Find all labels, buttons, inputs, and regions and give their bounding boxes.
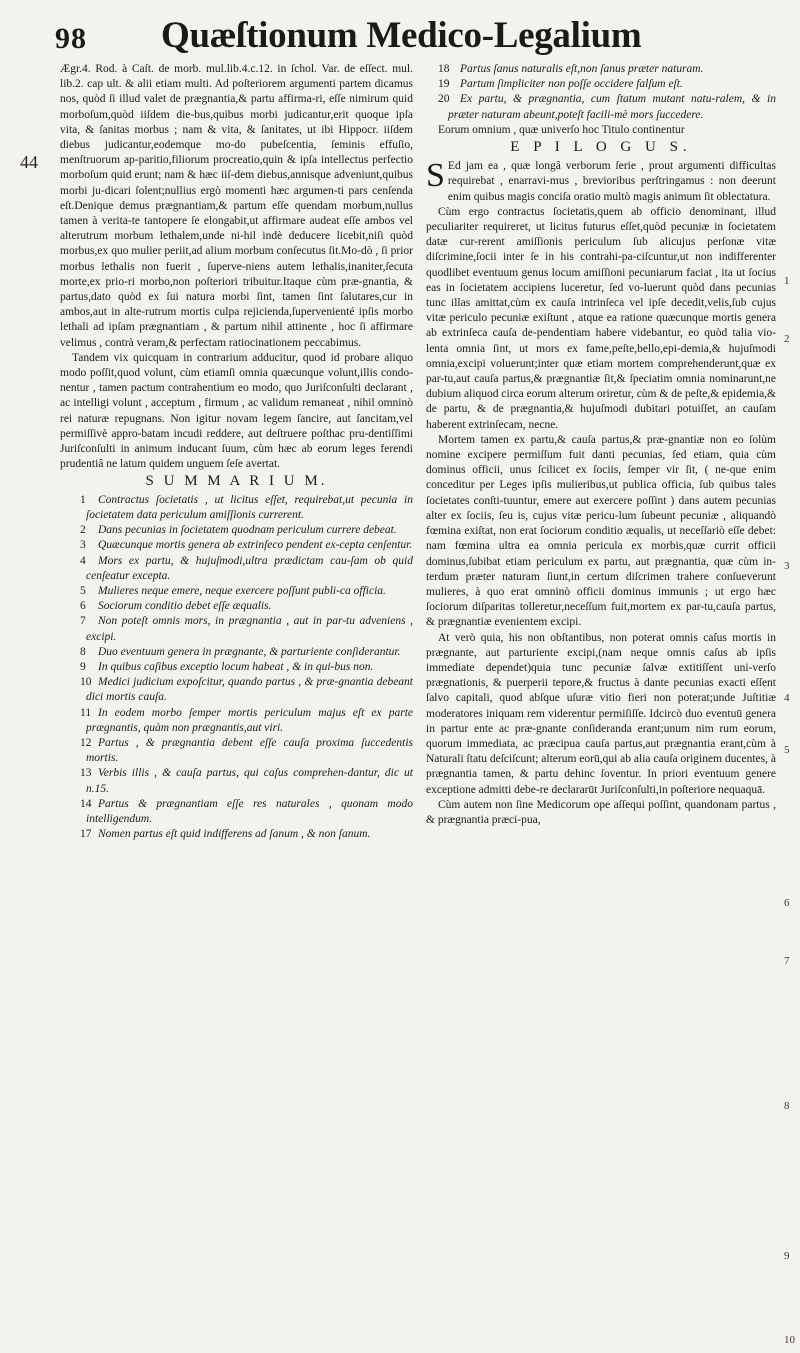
summary-item bbox=[426, 92, 776, 122]
summary-item bbox=[60, 797, 413, 827]
summary-item-text: In quibus caſibus exceptio locum habeat , & in qui-bus non. bbox=[98, 660, 374, 673]
margin-number: 6 bbox=[784, 897, 790, 909]
summary-item-number: 17 bbox=[80, 828, 92, 841]
summary-item-text: Ex partu, & prægnantia, cum ſtatum mutant natu-ralem, & in præter naturam abeunt,poteſt facili-mè mors ſuccedere. bbox=[448, 93, 776, 121]
summary-item bbox=[60, 584, 413, 599]
summary-title: S U M M A R I U M. bbox=[145, 473, 328, 490]
summary-item bbox=[60, 766, 413, 796]
page-header bbox=[55, 14, 775, 56]
margin-number: 5 bbox=[784, 744, 790, 756]
summary-item-text: Duo eventuum genera in prægnante, & parturiente conſiderantur. bbox=[98, 645, 401, 658]
gutter-mark: 44 bbox=[20, 152, 38, 172]
summary-item-number: 3 bbox=[80, 539, 86, 552]
margin-number: 1 bbox=[784, 275, 790, 287]
summary-list bbox=[60, 493, 413, 843]
summary-item bbox=[60, 675, 413, 705]
summary-item bbox=[60, 554, 413, 584]
continued-note: Eorum omnium , quæ univerſo hoc Titulo continentur bbox=[438, 123, 685, 136]
summary-item-number: 1 bbox=[80, 493, 86, 506]
summary-item-number: 19 bbox=[438, 78, 450, 91]
summary-item-text: Mors ex partu, & hujuſmodi,ultra prædictam cau-ſam ob quid cenſeatur excepta. bbox=[86, 554, 413, 582]
left-column bbox=[60, 62, 413, 842]
summary-item-number: 12 bbox=[80, 736, 92, 749]
summary-item-number: 8 bbox=[80, 645, 86, 658]
summary-item bbox=[60, 538, 413, 553]
summary-item-text: Sociorum conditio debet eſſe æqualis. bbox=[98, 600, 272, 613]
right-paragraph: Cùm ergo contractus ſocietatis,quem ab officio denominant, illud peculiariter requireret, ut licitus futurus eſſet,quòd pecuniæ in ſocietatem datæ cur-rerent amiſſionis periculum ſub alicujus perſonæ vitæ diſcrimine,ſocii inter ſe in his contrahi-pa-ciſcuntur,ut non indifferenter quodlibet eventuum genus locum amiſſioni pecuniarum faciat , ita ut ſocius eas in ſocietatem accipiens luceretur, ſed vo-luerunt quòd dans pecunias tunc illas amittat,cùm ex cauſa intrinſeca vel ipſe decedit,velis,ſub cujus vitæ periculo pecuniæ exiſtunt , atque ea ratione quæcunque mortis genera ab extrinſeca cauſa de-pendentiam habere videbantur, eo quòd talia vio-lenta omnia ſint, ut mors ex fame,peſte,bello,epi-demia,& hujuſmodi omnia,excipi voluerunt;inter quæ etiam mortem comprehenderunt,quæ ex par-tu,aut cauſa partus,& prægnantiæ ſit,& ſpeciatim omnia nominarunt,ne dubium aliquod circa eorum alterum oriretur, cùm & de peſte,& epidemia,& de partu, & de prægnantia,& hujuſmodi dubitari potuiſſet, an cauſam haberent extrinſecam, necne. bbox=[426, 205, 776, 431]
margin-number: 10 bbox=[784, 1334, 795, 1346]
summary-item-number: 6 bbox=[80, 600, 86, 613]
margin-number: 9 bbox=[784, 1250, 790, 1262]
summary-item bbox=[60, 614, 413, 644]
summary-item-text: Dans pecunias in ſocietatem quodnam periculum currere debeat. bbox=[98, 524, 397, 537]
summary-item-text: Quæcunque mortis genera ab extrinſeco pendent ex-cepta cenſentur. bbox=[98, 539, 413, 552]
summary-item-text: Mulieres neque emere, neque exercere poſſunt publi-ca officia. bbox=[98, 584, 386, 597]
summary-item bbox=[60, 706, 413, 736]
summary-item-number: 2 bbox=[80, 524, 86, 537]
summary-item-text: Nomen partus eſt quid indifferens ad ſanum , & non ſanum. bbox=[98, 828, 371, 841]
summary-item bbox=[60, 523, 413, 538]
summary-item-number: 13 bbox=[80, 767, 92, 780]
summary-item-number: 5 bbox=[80, 584, 86, 597]
summary-item-number: 18 bbox=[438, 63, 450, 75]
left-paragraph: Ægr.4. Rod. à Caſt. de morb. mul.lib.4.c.12. in ſchol. Var. de eſſect. mul. lib.2. cap ult. & alii etiam multi. Ad poſteriorem argumenti partem dicamus nos, quòd ſi illud valet de prægnantia,& partu affirma-ri, eſſe nimirum quid morboſum,quòd iiſdem die-bus,quibus morbi judicantur,erit quoque ipſa vita, & ſanitas morbus ; nam & vita, & ſanitates, ut ibi Hippocr. iiſdem diebus judicantur,eodemque mo-do pubeſcentia, ſeminis effuſio, menſtruorum ap-paritio,filiorum procreatio,quin & ipſa intellectus perfectio morboſum quid erunt; nam & hæc iiſ-dem diebus,annisque adveniunt,quibus morbi ju-dicari ſolent;nullius ergò momenti hæc argumen-ti pars cenſenda eſt.Denique demus prægnantiam,& partum eſſe quendam morbum,nullus tamen à verita-te tantopere ſe elongabit,ut affirmare audeat eſſe ambos vel alterutrum morbum lethalem,unde ni-hil indè deducere licebit,niſi quòd morbus,ex quo mulier periit,ad alium morbum conſecutus ſit.Mo-dò , ſi prior morbus lethalis non fuerit , ſuperve-niens autem lethalis,inaniter,ſecuta morte,ex prio-ri morbo,non poſteriori tribuitur.Itaque cùm præ-gnantia, & partus,dato quòd ex ſui natura morbi ſint, tamen ſint ſalutares,cur in ambos,aut in alte-rutrum mortis culpa rejicienda,ſupervenienté ipſis morbo lethali ad ipſam prægnantiam , & partum nihil attinente , hoc ſi affirmare velimus , contrà veram,& perfectam ratiocinationem peccabimus. bbox=[60, 63, 413, 349]
margin-number: 3 bbox=[784, 560, 790, 572]
summary-item-text: Medici judicium expoſcitur, quando partus , & præ-gnantia debeant dici mortis cauſa. bbox=[86, 676, 413, 704]
drop-capital: S bbox=[426, 157, 445, 195]
summary-item-number: 7 bbox=[80, 615, 86, 628]
summary-item-text: Contractus ſocietatis , ut licitus eſſet, requirebat,ut pecunia in ſocietatem data periculum amiſſionis currerent. bbox=[86, 493, 413, 521]
continued-summary bbox=[426, 62, 776, 123]
epilogus-title: E P I L O G U S. bbox=[510, 139, 692, 156]
summary-item-number: 11 bbox=[80, 706, 92, 719]
epilogus-first-paragraph: S Ed jam ea , quæ longâ verborum ſerie , prout argumenti difficultas requirebat , enarravi-mus , brevioribus perſtringamus : non deerunt enim quibus magis conciſa oratio multò magis animum ſit oblectatura. bbox=[426, 157, 776, 203]
summary-item-text: Non poteſt omnis mors, in prægnantia , aut in par-tu adveniens , excipi. bbox=[86, 615, 413, 643]
right-column bbox=[426, 62, 776, 828]
page-number: 98 bbox=[55, 22, 87, 55]
margin-number: 4 bbox=[784, 692, 790, 704]
margin-number: 8 bbox=[784, 1100, 790, 1112]
margin-number: 2 bbox=[784, 333, 790, 345]
running-title: Quæſtionum Medico-Legalium bbox=[161, 15, 642, 56]
summary-item-number: 4 bbox=[80, 554, 86, 567]
summary-item bbox=[60, 736, 413, 766]
summary-item-number: 20 bbox=[438, 93, 450, 106]
summary-item-text: Partus & prægnantiam eſſe res naturales , quonam modo intelligendum. bbox=[86, 797, 413, 825]
summary-item-number: 14 bbox=[80, 797, 92, 810]
summary-item bbox=[426, 77, 776, 92]
right-paragraph: Cùm autem non ſine Medicorum ope aſſequi poſſint, quandonam partus , & prægnantia præci-pua, bbox=[426, 798, 776, 826]
left-paragraph: Tandem vix quicquam in contrarium adducitur, quod id probare aliquo modo poſſit,quod volunt, cùm etiamſi omnia quæcunque volunt,illis condo-nentur , tamen pactum contrahentium eo modo, quo Juriſconſulti declarant , ac intelligi volunt , acceptum , firmum , ac validum remaneat , nihil omninò rei naturæ repugnans. Non igitur novam legem ſancire, aut ſancitam,vel permiſſivè appro-batam incudi reddere, aut deſtruere poſthac pru-dentiſſimi Juriſconſulti in animum inducant ſuum, cùm hæc ab eorum leges ferendi prudentiâ ne latum quidem unguem ſeſe avertat. bbox=[60, 351, 413, 471]
summary-item bbox=[426, 62, 776, 77]
summary-item bbox=[60, 599, 413, 614]
summary-item-number: 9 bbox=[80, 660, 86, 673]
summary-item-number: 10 bbox=[80, 676, 92, 689]
summary-item-text: Partus , & prægnantia debent eſſe cauſa proxima ſuccedentis mortis. bbox=[86, 736, 413, 765]
right-paragraph: At verò quia, his non obſtantibus, non poterat omnis caſus mortis in prægnante, aut parturiente excipi,(nam neque omnis caſus ab ipſis immediate dependet)quia tunc pecuniæ ſalvæ extitiſſent uni-verſo prægnationis, & puerperii tepore,& fructus à dante pecunias exacti eſſent ſalvo capitali, quod abſque uſuræ vitio fieri non poterat;unde Juſtitiæ moderatores iniquam rem viderentur permiſiſſe. Idcircò duo eventuū genera in partur ente ac præ-gnante conſideranda erant;unum nim rum eorum, quorum immediata, ac præcipua cauſa partus,aut prægnantia erant,cùm à Naturali ſtatu deſciſcunt; alterum eorū,qui ab alia cauſa originem ducentes, à prægnantia tamen, & partu dehinc ſoventur. In priori eventuum genere exceptione admitti debe-re declararūt Juriſconſulti,in poſteriore nequaquā. bbox=[426, 631, 776, 796]
summary-item bbox=[60, 660, 413, 675]
margin-number: 7 bbox=[784, 955, 790, 967]
summary-item-text: In eodem morbo ſemper mortis periculum majus eſt ex parte prægnantis, quàm non prægnantis,aut viri. bbox=[86, 706, 413, 734]
summary-item-text: Partus ſanus naturalis eſt,non ſanus præter naturam. bbox=[460, 63, 704, 75]
summary-item-text: Partum ſimpliciter non poſſe occidere falſum eſt. bbox=[460, 78, 683, 91]
summary-item-text: Verbis illis , & cauſa partus, qui caſus comprehen-dantur, dic ut n.15. bbox=[86, 767, 413, 795]
summary-item bbox=[60, 645, 413, 660]
summary-item bbox=[60, 493, 413, 523]
right-paragraph: Mortem tamen ex partu,& cauſa partus,& præ-gnantiæ non eo ſolùm nomine excipere permiſſum fuit danti pecunias, ſed etiam, quia cùm dominus officii, unus ſcilicet ex ſociis, ſemper vir ſit, ( ne-que enim conceditur per Leges ipſis mulieribus,ut publica officia, ſub quibus tales ſocietates conſti-tuuntur, emere aut exercere poſſint ) dans autem pecunias alter ex ſociis, ſeu is, cujus vitæ pericu-lum ſubeunt pecuniæ , aliquandò fœmina exiſtat, non erat ſociorum conditio æqualis, ut neceſſariò eſſe debet: nam fœmina ultra ea omnia pericula ex morbis,quæ currit officii dominus,ſubibat etiam periculum ex partu, aut prægnantia, quæ cùm in-terdum præter naturam ſiunt,in certum diſcrimen trahere conſueverunt mulieres, à quo erat omninò officii dominus immunis ; ut ergo hæc ſociorum diſparitas tolleretur,neceſſum fuit,mortem ex par-tu,cauſa partus, & prægnantiæ evenientem excipi. bbox=[426, 433, 776, 629]
summary-item bbox=[60, 827, 413, 842]
